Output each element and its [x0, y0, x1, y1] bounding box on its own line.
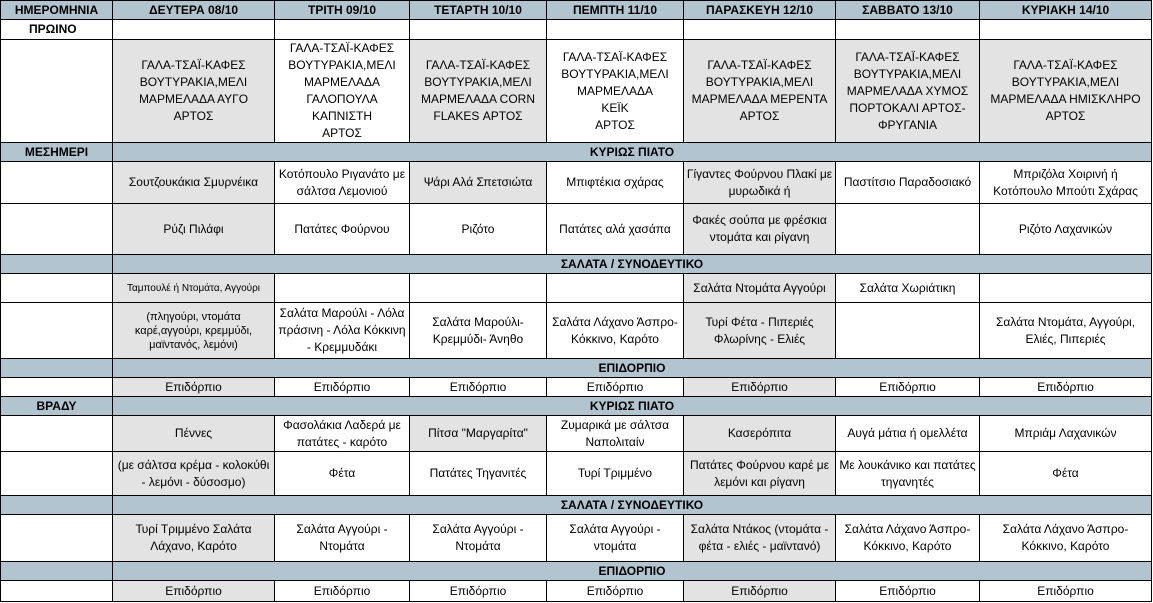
- dinner-side-dish: Φέτα: [275, 452, 410, 496]
- header-day: ΤΕΤΑΡΤΗ 10/10: [410, 0, 547, 20]
- dinner-salad: Σαλάτα Αγγούρι - Ντομάτα: [275, 515, 410, 562]
- lunch-main-dish: Κοτόπουλο Ριγανάτο με σάλτσα Λεμονιού: [275, 162, 410, 204]
- empty-cell: [836, 20, 980, 40]
- lunch-side-dish: Πατάτες αλά χασάπα: [547, 204, 684, 255]
- empty-cell: [0, 359, 113, 378]
- breakfast-label: ΠΡΩΙΝΟ: [0, 20, 113, 40]
- empty-cell: [980, 20, 1152, 40]
- breakfast-item: ΓΑΛΑ-ΤΣΑΪ-ΚΑΦΕΣ ΒΟΥΤΥΡΑΚΙΑ,ΜΕΛΙ ΜΑΡΜΕΛΑΔΑ ΗΜΙΣΚΛΗΡΟ ΑΡΤΟΣ: [980, 40, 1152, 143]
- dinner-salad: Τυρί Τριμμένο Σαλάτα Λάχανο, Καρότο: [113, 515, 275, 562]
- lunch-side-dish: Ριζότο Λαχανικών: [980, 204, 1152, 255]
- empty-cell: [0, 162, 113, 204]
- lunch-side-dish: Ρύζι Πιλάφι: [113, 204, 275, 255]
- empty-cell: [0, 416, 113, 452]
- empty-cell: [0, 562, 113, 581]
- dinner-main-dish: Μπριάμ Λαχανικών: [980, 416, 1152, 452]
- dinner-side-dish: Τυρί Τριμμένο: [547, 452, 684, 496]
- dinner-main-dish: Αυγά μάτια ή ομελλέτα: [836, 416, 980, 452]
- lunch-salad: Ταμπουλέ ή Ντομάτα, Αγγούρι: [113, 274, 275, 303]
- lunch-salad: [980, 274, 1152, 303]
- lunch-dessert: Επιδόρπιο: [113, 378, 275, 397]
- lunch-side-dish: [836, 204, 980, 255]
- header-day: ΠΕΜΠΤΗ 11/10: [547, 0, 684, 20]
- dinner-main-dish: Κασερόπιτα: [684, 416, 836, 452]
- empty-cell: [0, 255, 113, 274]
- lunch-label: ΜΕΣΗΜΕΡΙ: [0, 143, 113, 162]
- empty-cell: [275, 20, 410, 40]
- dinner-salad: Σαλάτα Αγγούρι - ντομάτα: [547, 515, 684, 562]
- dinner-salad: Σαλάτα Αγγούρι - Ντομάτα: [410, 515, 547, 562]
- lunch-salad: Σαλάτα Ντομάτα Αγγούρι: [684, 274, 836, 303]
- lunch-side-dish: Ριζότο: [410, 204, 547, 255]
- dinner-side-dish: Πατάτες Φούρνου καρέ με λεμόνι και ρίγανη: [684, 452, 836, 496]
- empty-cell: [0, 378, 113, 397]
- dinner-main-dish: Φασολάκια Λαδερά με πατάτες - καρότο: [275, 416, 410, 452]
- header-day: ΠΑΡΑΣΚΕΥΗ 12/10: [684, 0, 836, 20]
- dinner-main-dish: Πέννες: [113, 416, 275, 452]
- lunch-salad-detail: (πληγούρι, ντομάτα καρέ,αγγούρι, κρεμμύδι, μαϊντανός, λεμόνι): [113, 303, 275, 359]
- dinner-dessert: Επιδόρπιο: [684, 581, 836, 602]
- dinner-main-header: ΚΥΡΙΩΣ ΠΙΑΤΟ: [113, 397, 1152, 416]
- dinner-salad: Σαλάτα Λάχανο Άσπρο- Κόκκινο, Καρότο: [980, 515, 1152, 562]
- lunch-dessert: Επιδόρπιο: [684, 378, 836, 397]
- header-day: ΣΑΒΒΑΤΟ 13/10: [836, 0, 980, 20]
- dinner-dessert: Επιδόρπιο: [980, 581, 1152, 602]
- lunch-dessert: Επιδόρπιο: [275, 378, 410, 397]
- dinner-dessert: Επιδόρπιο: [113, 581, 275, 602]
- dinner-dessert: Επιδόρπιο: [547, 581, 684, 602]
- empty-cell: [0, 452, 113, 496]
- lunch-salad-header: ΣΑΛΑΤΑ / ΣΥΝΟΔΕΥΤΙΚΟ: [113, 255, 1152, 274]
- dinner-dessert: Επιδόρπιο: [836, 581, 980, 602]
- empty-cell: [684, 20, 836, 40]
- lunch-main-dish: Ψάρι Αλά Σπετσιώτα: [410, 162, 547, 204]
- lunch-main-dish: Μπιφτέκια σχάρας: [547, 162, 684, 204]
- dinner-salad: Σαλάτα Ντάκος (ντομάτα - φέτα - ελιές - μαϊντανό): [684, 515, 836, 562]
- empty-cell: [0, 496, 113, 515]
- header-day: ΤΡΙΤΗ 09/10: [275, 0, 410, 20]
- lunch-salad-detail: Σαλάτα Λάχανο Άσπρο- Κόκκινο, Καρότο: [547, 303, 684, 359]
- lunch-main-header: ΚΥΡΙΩΣ ΠΙΑΤΟ: [113, 143, 1152, 162]
- lunch-salad-detail: [836, 303, 980, 359]
- breakfast-item: ΓΑΛΑ-ΤΣΑΪ-ΚΑΦΕΣ ΒΟΥΤΥΡΑΚΙΑ,ΜΕΛΙ ΜΑΡΜΕΛΑΔΑ ΚΕΪΚ ΑΡΤΟΣ: [547, 40, 684, 143]
- lunch-salad: [275, 274, 410, 303]
- dinner-side-dish: (με σάλτσα κρέμα - κολοκύθι - λεμόνι - δύσοσμο): [113, 452, 275, 496]
- lunch-main-dish: Γίγαντες Φούρνου Πλακί με μυρωδικά ή: [684, 162, 836, 204]
- lunch-side-dish: Φακές σούπα με φρέσκια ντομάτα και ρίγανη: [684, 204, 836, 255]
- breakfast-item: ΓΑΛΑ-ΤΣΑΪ-ΚΑΦΕΣ ΒΟΥΤΥΡΑΚΙΑ,ΜΕΛΙ ΜΑΡΜΕΛΑΔΑ ΜΕΡΕΝΤΑ ΑΡΤΟΣ: [684, 40, 836, 143]
- lunch-dessert-header: ΕΠΙΔΟΡΠΙΟ: [113, 359, 1152, 378]
- empty-cell: [410, 20, 547, 40]
- lunch-side-dish: Πατάτες Φούρνου: [275, 204, 410, 255]
- breakfast-item: ΓΑΛΑ-ΤΣΑΪ-ΚΑΦΕΣ ΒΟΥΤΥΡΑΚΙΑ,ΜΕΛΙ ΜΑΡΜΕΛΑΔΑ CORN FLAKES ΑΡΤΟΣ: [410, 40, 547, 143]
- lunch-dessert: Επιδόρπιο: [980, 378, 1152, 397]
- dinner-main-dish: Ζυμαρικά με σάλτσα Ναπολιταίν: [547, 416, 684, 452]
- dinner-side-dish: Με λουκάνικο και πατάτες τηγανητές: [836, 452, 980, 496]
- empty-cell: [0, 303, 113, 359]
- empty-cell: [547, 20, 684, 40]
- dinner-salad: Σαλάτα Λάχανο Άσπρο- Κόκκινο, Καρότο: [836, 515, 980, 562]
- lunch-dessert: Επιδόρπιο: [836, 378, 980, 397]
- header-day: ΚΥΡΙΑΚΗ 14/10: [980, 0, 1152, 20]
- dinner-salad-header: ΣΑΛΑΤΑ / ΣΥΝΟΔΕΥΤΙΚΟ: [113, 496, 1152, 515]
- empty-cell: [0, 515, 113, 562]
- header-day: ΔΕΥΤΕΡΑ 08/10: [113, 0, 275, 20]
- breakfast-item: ΓΑΛΑ-ΤΣΑΪ-ΚΑΦΕΣ ΒΟΥΤΥΡΑΚΙΑ,ΜΕΛΙ ΜΑΡΜΕΛΑΔΑ ΧΥΜΟΣ ΠΟΡΤΟΚΑΛΙ ΑΡΤΟΣ- ΦΡΥΓΑΝΙΑ: [836, 40, 980, 143]
- lunch-salad-detail: Σαλάτα Μαρούλι- Κρεμμύδι- Άνηθο: [410, 303, 547, 359]
- breakfast-item: ΓΑΛΑ-ΤΣΑΪ-ΚΑΦΕΣ ΒΟΥΤΥΡΑΚΙΑ,ΜΕΛΙ ΜΑΡΜΕΛΑΔΑ ΓΑΛΟΠΟΥΛΑ ΚΑΠΝΙΣΤΗ ΑΡΤΟΣ: [275, 40, 410, 143]
- lunch-salad: [410, 274, 547, 303]
- lunch-salad-detail: Τυρί Φέτα - Πιπεριές Φλωρίνης - Ελιές: [684, 303, 836, 359]
- empty-cell: [113, 20, 275, 40]
- dinner-label: ΒΡΑΔΥ: [0, 397, 113, 416]
- breakfast-item: ΓΑΛΑ-ΤΣΑΪ-ΚΑΦΕΣ ΒΟΥΤΥΡΑΚΙΑ,ΜΕΛΙ ΜΑΡΜΕΛΑΔΑ ΑΥΓΟ ΑΡΤΟΣ: [113, 40, 275, 143]
- dinner-side-dish: Φέτα: [980, 452, 1152, 496]
- lunch-salad-detail: Σαλάτα Ντομάτα, Αγγούρι, Ελιές, Πιπεριές: [980, 303, 1152, 359]
- lunch-salad: [547, 274, 684, 303]
- dinner-side-dish: Πατάτες Τηγανιτές: [410, 452, 547, 496]
- lunch-main-dish: Παστίτσιο Παραδοσιακό: [836, 162, 980, 204]
- lunch-main-dish: Μπριζόλα Χοιρινή ή Κοτόπουλο Μπούτι Σχάρας: [980, 162, 1152, 204]
- lunch-salad: Σαλάτα Χωριάτικη: [836, 274, 980, 303]
- empty-cell: [0, 581, 113, 602]
- empty-cell: [0, 274, 113, 303]
- lunch-dessert: Επιδόρπιο: [547, 378, 684, 397]
- dinner-dessert: Επιδόρπιο: [275, 581, 410, 602]
- lunch-dessert: Επιδόρπιο: [410, 378, 547, 397]
- dinner-dessert: Επιδόρπιο: [410, 581, 547, 602]
- header-date-label: ΗΜΕΡΟΜΗΝΙΑ: [0, 0, 113, 20]
- lunch-main-dish: Σουτζουκάκια Σμυρνέικα: [113, 162, 275, 204]
- empty-cell: [0, 204, 113, 255]
- dinner-dessert-header: ΕΠΙΔΟΡΠΙΟ: [113, 562, 1152, 581]
- empty-cell: [0, 40, 113, 143]
- lunch-salad-detail: Σαλάτα Μαρούλι - Λόλα πράσινη - Λόλα Κόκκινη - Κρεμμυδάκι: [275, 303, 410, 359]
- dinner-main-dish: Πίτσα "Μαργαρίτα": [410, 416, 547, 452]
